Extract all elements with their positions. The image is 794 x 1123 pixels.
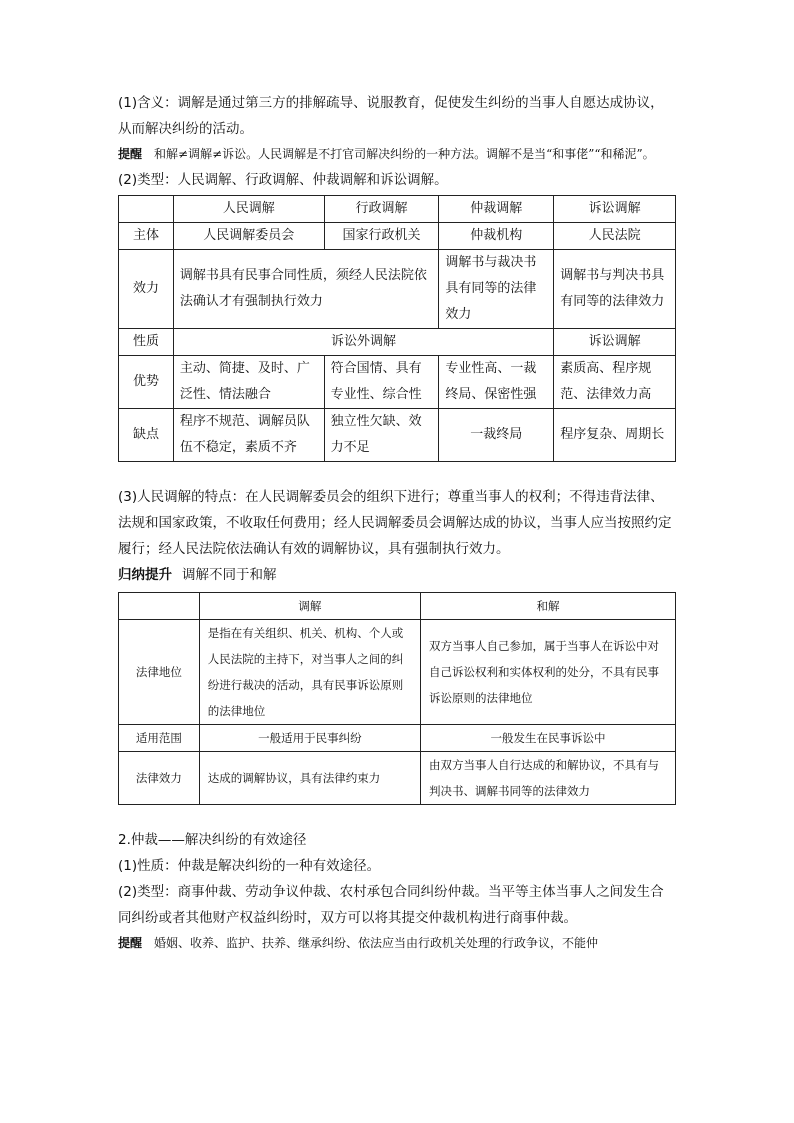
tip-label: 提醒 bbox=[118, 147, 143, 161]
table-cell: 程序复杂、周期长 bbox=[554, 409, 676, 462]
table-row bbox=[119, 250, 676, 329]
tip-note-1 bbox=[118, 142, 676, 167]
table-header-cell: 和解 bbox=[420, 593, 675, 620]
table-cell: 素质高、程序规范、法律效力高 bbox=[554, 356, 676, 409]
table-cell: 诉讼调解 bbox=[554, 329, 676, 356]
table-header-cell bbox=[119, 593, 200, 620]
table-cell: 符合国情、具有专业性、综合性 bbox=[324, 356, 439, 409]
table-row bbox=[119, 223, 676, 250]
row-label: 优势 bbox=[119, 356, 174, 409]
table-row bbox=[119, 356, 676, 409]
row-label: 适用范围 bbox=[119, 725, 200, 752]
row-label: 法律地位 bbox=[119, 620, 200, 725]
table-cell: 达成的调解协议，具有法律约束力 bbox=[199, 752, 420, 805]
table-cell: 人民调解委员会 bbox=[173, 223, 324, 250]
table-row bbox=[119, 329, 676, 356]
summary-title: 调解不同于和解 bbox=[182, 567, 277, 583]
mediation-types-table bbox=[118, 195, 676, 462]
row-label: 主体 bbox=[119, 223, 174, 250]
table-cell: 调解书与判决书具有同等的法律效力 bbox=[554, 250, 676, 329]
types-paragraph: (2)类型：人民调解、行政调解、仲裁调解和诉讼调解。 bbox=[118, 172, 448, 188]
table-header-cell: 行政调解 bbox=[324, 196, 439, 223]
tip-text: 和解≠调解≠诉讼。人民调解是不打官司解决纠纷的一种方法。调解不是当“和事佬”“和稀泥”。 bbox=[154, 147, 655, 161]
definition-paragraph: (1)含义：调解是通过第三方的排解疏导、说服教育，促使发生纠纷的当事人自愿达成协议，从而解决纠纷的活动。 bbox=[118, 95, 664, 137]
row-label: 性质 bbox=[119, 329, 174, 356]
table-cell: 诉讼外调解 bbox=[173, 329, 553, 356]
table-cell: 调解书与裁决书具有同等的法律效力 bbox=[439, 250, 554, 329]
tip-label: 提醒 bbox=[118, 936, 143, 950]
mediation-vs-conciliation-table bbox=[118, 592, 676, 805]
table-cell: 主动、简捷、及时、广泛性、情法融合 bbox=[173, 356, 324, 409]
table-cell: 一裁终局 bbox=[439, 409, 554, 462]
summary-heading bbox=[118, 562, 676, 588]
table-cell: 独立性欠缺、效力不足 bbox=[324, 409, 439, 462]
table-cell: 双方当事人自己参加，属于当事人在诉讼中对自己诉讼权利和实体权利的处分，不具有民事诉讼原则的法律地位 bbox=[420, 620, 675, 725]
table-header-cell: 调解 bbox=[199, 593, 420, 620]
document-page bbox=[118, 90, 676, 956]
features-paragraph: (3)人民调解的特点：在人民调解委员会的组织下进行；尊重当事人的权利；不得违背法律、法规和国家政策，不收取任何费用；经人民调解委员会调解达成的协议，当事人应当按照约定履行；经人民法院依法确认有效的调解协议，具有强制执行效力。 bbox=[118, 489, 672, 557]
table-header-cell: 仲裁调解 bbox=[439, 196, 554, 223]
row-label: 缺点 bbox=[119, 409, 174, 462]
table-cell: 一般适用于民事纠纷 bbox=[199, 725, 420, 752]
table-cell: 专业性高、一裁终局、保密性强 bbox=[439, 356, 554, 409]
table-header-row bbox=[119, 593, 676, 620]
table-header-row bbox=[119, 196, 676, 223]
table-header-cell bbox=[119, 196, 174, 223]
row-label: 法律效力 bbox=[119, 752, 200, 805]
table-cell: 国家行政机关 bbox=[324, 223, 439, 250]
table-cell: 一般发生在民事诉讼中 bbox=[420, 725, 675, 752]
table-cell: 程序不规范、调解员队伍不稳定，素质不齐 bbox=[173, 409, 324, 462]
table-cell: 仲裁机构 bbox=[439, 223, 554, 250]
table-row bbox=[119, 725, 676, 752]
table-cell: 调解书具有民事合同性质，须经人民法院依法确认才有强制执行效力 bbox=[173, 250, 438, 329]
table-header-cell: 人民调解 bbox=[173, 196, 324, 223]
section-heading-arbitration: 2.仲裁——解决纠纷的有效途径 bbox=[118, 832, 307, 848]
table-row bbox=[119, 409, 676, 462]
table-cell: 是指在有关组织、机关、机构、个人或人民法院的主持下，对当事人之间的纠纷进行裁决的活动，具有民事诉讼原则的法律地位 bbox=[199, 620, 420, 725]
tip-text: 婚姻、收养、监护、扶养、继承纠纷、依法应当由行政机关处理的行政争议，不能仲 bbox=[154, 936, 599, 950]
arbitration-types-paragraph: (2)类型：商事仲裁、劳动争议仲裁、农村承包合同纠纷仲裁。当平等主体当事人之间发生合同纠纷或者其他财产权益纠纷时，双方可以将其提交仲裁机构进行商事仲裁。 bbox=[118, 884, 664, 926]
table-row bbox=[119, 752, 676, 805]
arbitration-nature-paragraph: (1)性质：仲裁是解决纠纷的一种有效途径。 bbox=[118, 858, 381, 874]
table-cell: 人民法院 bbox=[554, 223, 676, 250]
row-label: 效力 bbox=[119, 250, 174, 329]
table-row bbox=[119, 620, 676, 725]
tip-note-2 bbox=[118, 931, 676, 956]
table-cell: 由双方当事人自行达成的和解协议，不具有与判决书、调解书同等的法律效力 bbox=[420, 752, 675, 805]
table-header-cell: 诉讼调解 bbox=[554, 196, 676, 223]
summary-label: 归纳提升 bbox=[118, 567, 172, 583]
